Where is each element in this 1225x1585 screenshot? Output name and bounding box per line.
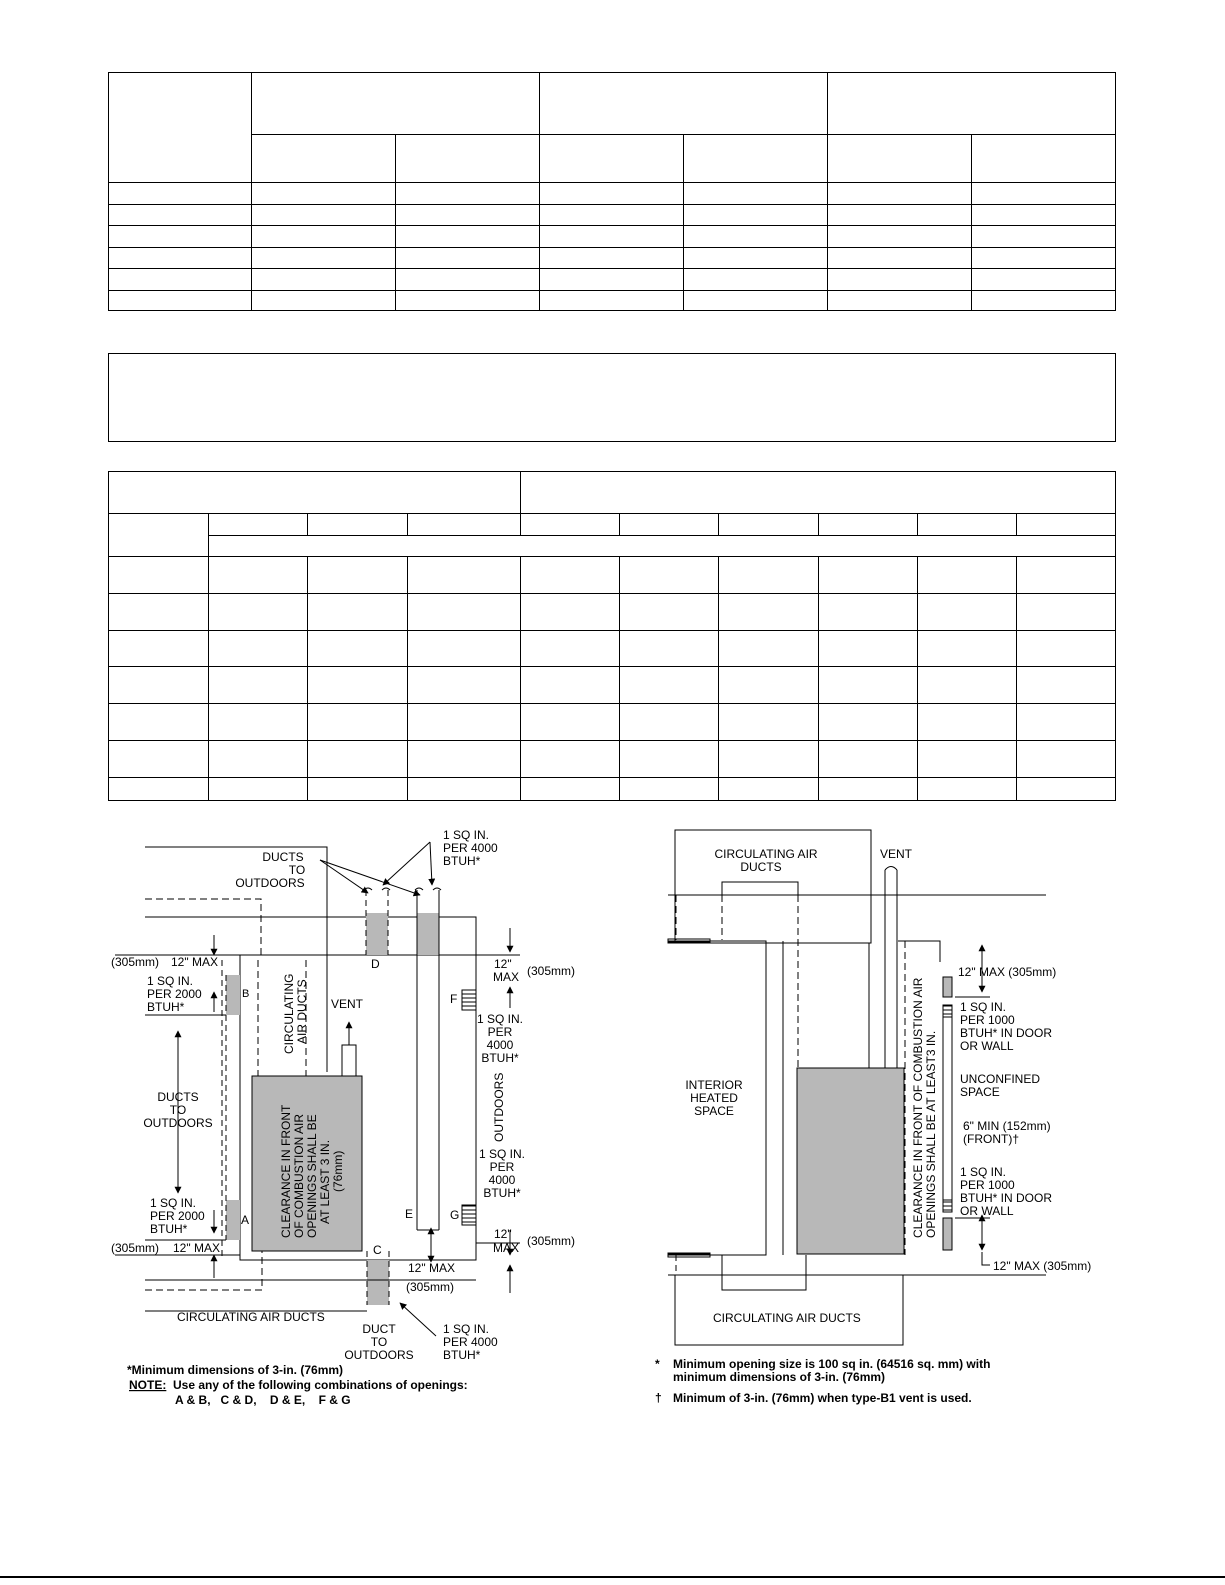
duct-c-bottom [367,1260,389,1305]
opening-b [226,975,240,1015]
footnote-min-dimensions: *Minimum dimensions of 3-in. (76mm) [127,1363,344,1377]
opening-1000-bottom-2: PER 1000 [960,1178,1015,1192]
outdoors-vertical: OUTDOORS [492,1072,506,1142]
opening-4000-f-3: 4000 [486,1038,514,1052]
dim-305-left-top: (305mm) [111,955,160,969]
dim-max-right-top: MAX [493,970,520,984]
letter-f: F [450,992,458,1006]
unconfined-space-2: SPACE [960,1085,1000,1099]
letter-c: C [373,1243,382,1257]
dashed-duct-left-top [145,899,261,955]
letter-b: B [242,988,250,1000]
opening-g [462,1205,476,1225]
opening-1000-top-1: 1 SQ IN. [960,1000,1007,1014]
letter-g: G [450,1208,460,1222]
opening-1000-top-2: PER 1000 [960,1013,1015,1027]
louver-top [943,1005,952,1017]
vent-pipe [342,1045,356,1076]
dim-leader-bottom [982,1252,990,1265]
footnote-star-2: minimum dimensions of 3-in. (76mm) [673,1370,886,1384]
duct-to-outdoors-bottom-3: OUTDOORS [344,1348,414,1362]
footnote-dagger: Minimum of 3-in. (76mm) when type-B1 vent is used. [673,1391,972,1405]
ducts-to-outdoors-mid-3: OUTDOORS [143,1116,213,1130]
ducts-to-outdoors-top-1: DUCTS [262,850,304,864]
louver-bottom [943,1200,952,1212]
ducts-to-outdoors-top-2: TO [288,863,306,877]
duct-e-top [417,913,439,955]
opening-2000-a-3: BTUH* [150,1222,188,1236]
opening-2000-a-2: PER 2000 [150,1209,205,1223]
dim-305-bottom: (305mm) [406,1280,455,1294]
opening-4000-bottom-2: PER 4000 [443,1335,498,1349]
opening-2000-a-1: 1 SQ IN. [150,1196,197,1210]
opening-4000-f-2: PER [487,1025,513,1039]
leader [383,842,430,885]
opening-1000-bottom-4: OR WALL [960,1204,1014,1218]
clearance-right-2: OPENINGS SHALL BE AT LEAST3 IN. [924,1030,938,1238]
opening-4000-g-4: BTUH* [483,1186,521,1200]
left-figure [115,842,520,1336]
opening-2000-b-2: PER 2000 [147,987,202,1001]
dim-12-max-left-bottom: 12" MAX [173,1241,220,1255]
clearance-left-5: (76mm) [331,1150,345,1192]
note-text: Use any of the following combinations of openings: [173,1378,468,1392]
dim-12-max-bottom: 12" MAX [408,1261,455,1275]
opening-1000-top-3: BTUH* IN DOOR [960,1026,1053,1040]
dim-12-right-bottom: 12" [494,1227,512,1241]
vent-pipe [885,867,897,1069]
opening-4000-f-1: 1 SQ IN. [476,1012,524,1026]
footnote-star-1: Minimum opening size is 100 sq in. (64516 sq. mm) with [673,1357,991,1371]
vent-label: VENT [880,847,913,861]
letter-e: E [405,1207,414,1221]
footnote-star-mark: * [655,1357,660,1371]
circulating-air-ducts-bottom: CIRCULATING AIR DUCTS [713,1311,861,1325]
opening-4000-top-3: BTUH* [443,854,481,868]
clearance-right-1: CLEARANCE IN FRONT OF COMBUSTION AIR [911,977,925,1238]
clearance-left-1: CLEARANCE IN FRONT [279,1104,293,1238]
opening-2000-b-3: BTUH* [147,1000,185,1014]
page-bottom-rule [0,1576,1225,1578]
opening-4000-g-1: 1 SQ IN. [478,1147,526,1161]
duct-to-outdoors-bottom-1: DUCT [362,1322,396,1336]
note-label: NOTE: [129,1378,167,1392]
circulating-air-ducts-vertical-1: CIRCULATING [282,973,296,1054]
ducts-to-outdoors-mid-1: DUCTS [157,1090,199,1104]
letter-d: D [371,957,380,971]
dim-12-max-bottom: 12" MAX (305mm) [993,1259,1092,1273]
duct-to-outdoors-bottom-2: TO [370,1335,388,1349]
dim-305-left-bottom: (305mm) [111,1241,160,1255]
opening-4000-bottom-3: BTUH* [443,1348,481,1362]
min-front-1: 6" MIN (152mm) [963,1119,1051,1133]
ducts-to-outdoors-mid-2: TO [169,1103,187,1117]
interior-heated-space-2: HEATED [690,1091,738,1105]
circulating-air-ducts-bottom: CIRCULATING AIR DUCTS [177,1310,325,1324]
letter-a: A [241,1213,250,1227]
footnote-dagger-mark: † [655,1391,662,1405]
bottom-duct [722,1255,806,1290]
dim-12-max-top: 12" MAX (305mm) [958,965,1057,979]
clearance-left-4: AT LEAST 3 IN. [318,1139,332,1224]
circulating-air-ducts-top-1: CIRCULATING AIR [714,847,818,861]
furnace-unit [797,1068,904,1254]
left-wall-dash [222,960,226,1260]
door-opening-top [943,977,952,997]
opening-1000-top-4: OR WALL [960,1039,1014,1053]
opening-4000-top-1: 1 SQ IN. [443,828,490,842]
opening-4000-bottom-1: 1 SQ IN. [443,1322,490,1336]
circulating-air-ducts-vertical-2: AIR DUCTS [295,979,309,1044]
door-opening-bottom [943,1218,952,1250]
opening-combinations: A & B, C & D, D & E, F & G [175,1393,351,1407]
min-front-2: (FRONT)† [963,1132,1019,1146]
upper-opening-frame [898,941,940,962]
leader [400,1303,436,1336]
opening-4000-f-4: BTUH* [481,1051,519,1065]
opening-4000-g-2: PER [489,1160,515,1174]
opening-1000-bottom-1: 1 SQ IN. [960,1165,1007,1179]
dashed-duct-left-bottom [145,1251,262,1290]
interior-heated-space-1: INTERIOR [685,1078,743,1092]
dim-305-right-top: (305mm) [527,964,576,978]
opening-2000-b-1: 1 SQ IN. [147,974,194,988]
circulating-air-ducts-top-2: DUCTS [740,860,782,874]
dim-12-max-left-top: 12" MAX [171,955,218,969]
door-edges [943,1017,952,1200]
clearance-left-2: OF COMBUSTION AIR [292,1113,306,1238]
unconfined-space-1: UNCONFINED [960,1072,1040,1086]
top-duct [722,882,798,895]
opening-a [226,1200,240,1240]
chase-line [869,895,871,1068]
bottom-basement-box [675,1275,903,1345]
interior-heated-space-3: SPACE [694,1104,734,1118]
clearance-left-3: OPENINGS SHALL BE [305,1114,319,1238]
wall-hatch [668,939,710,943]
dim-305-right-bottom: (305mm) [527,1234,576,1248]
opening-4000-g-3: 4000 [488,1173,516,1187]
vent-label: VENT [331,997,364,1011]
top-duct-dash [722,895,798,1076]
opening-f [462,990,476,1010]
ducts-to-outdoors-top-3: OUTDOORS [235,876,305,890]
wall-hatch [668,1253,710,1257]
opening-1000-bottom-3: BTUH* IN DOOR [960,1191,1053,1205]
leader [430,842,432,885]
dim-12-right-top: 12" [494,957,512,971]
dim-max-right-bottom: MAX [493,1241,520,1255]
duct-d-top [366,913,388,955]
opening-4000-top-2: PER 4000 [443,841,498,855]
